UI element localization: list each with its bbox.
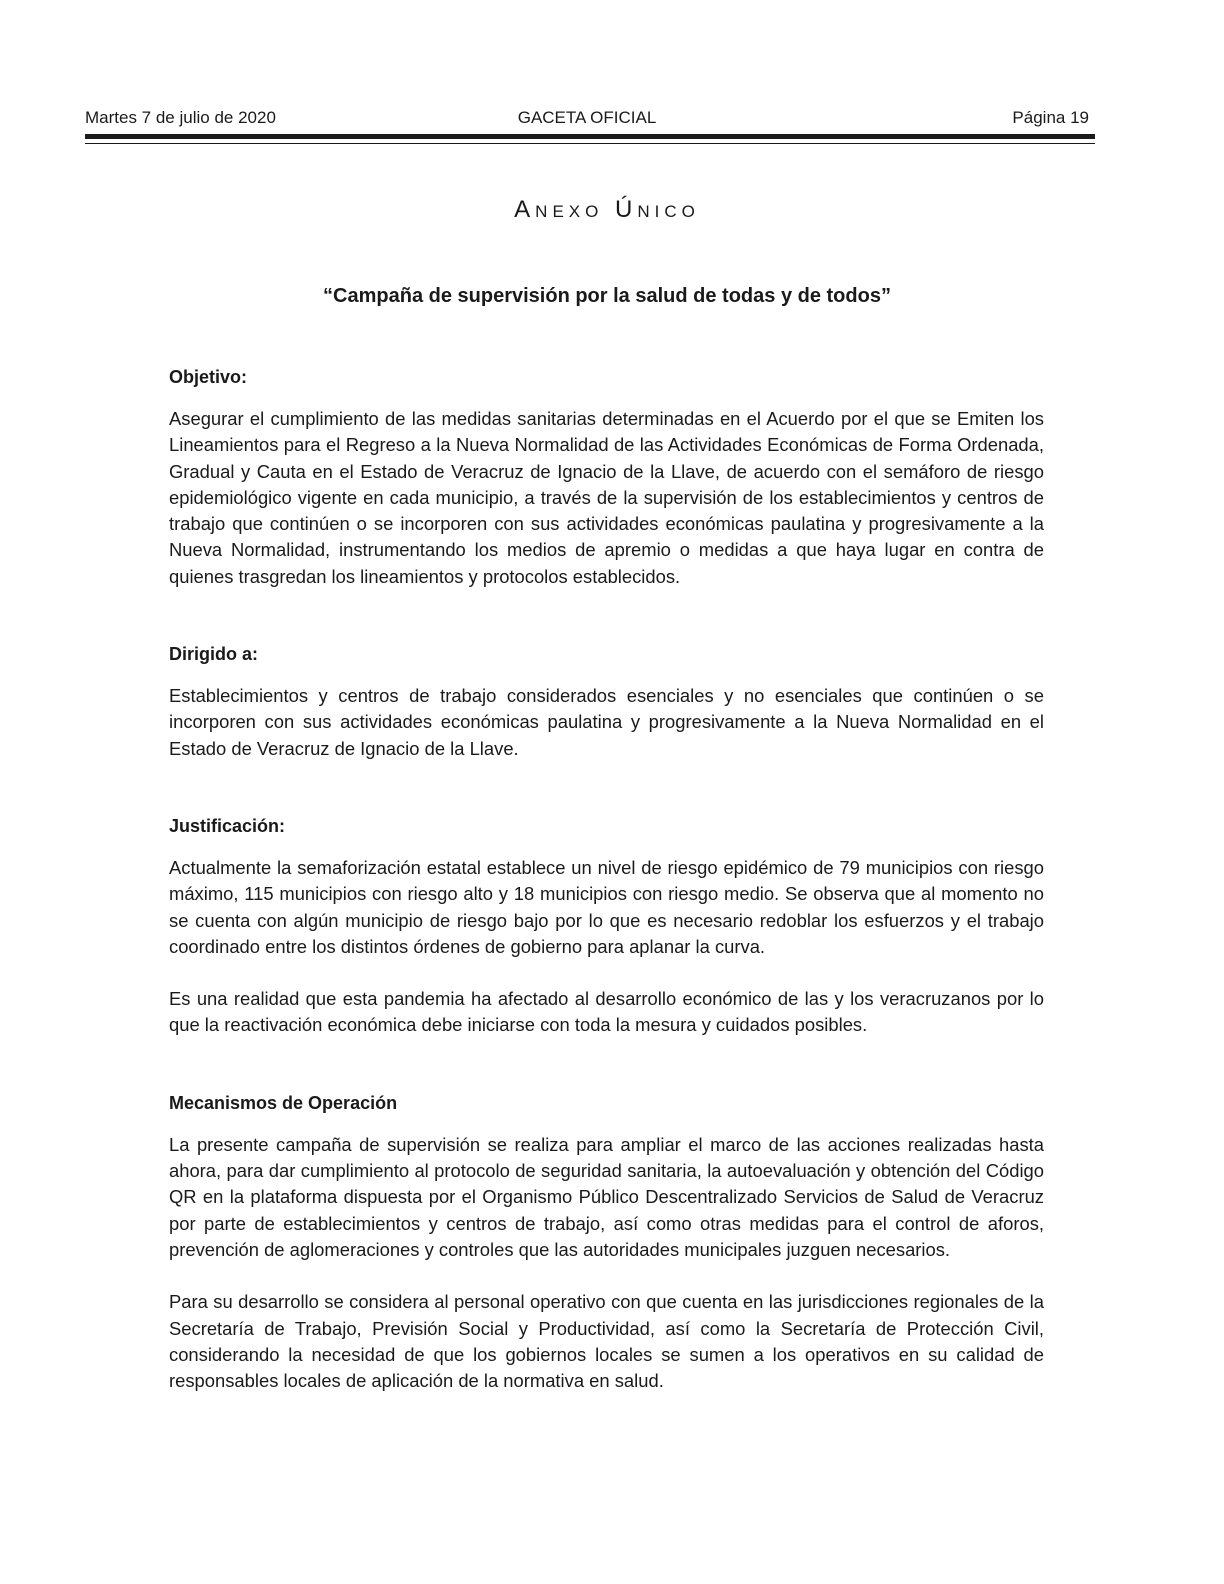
- section-heading-dirigido: Dirigido a:: [169, 644, 258, 665]
- paragraph-dirigido: Establecimientos y centros de trabajo considerados esenciales y no esenciales que continúen o se incorporen con sus actividades económicas paulatina y progresivamente a la Nueva Normalidad en el Estado de Veracruz de Ignacio de la Llave.: [169, 685, 1044, 759]
- section-heading-objetivo: Objetivo:: [169, 367, 248, 387]
- section-mecanismos: [169, 1092, 1044, 1395]
- header-rule-thick: [85, 134, 1095, 139]
- section-objetivo: [169, 366, 1044, 590]
- header-page-number: Página 19: [1012, 108, 1089, 127]
- paragraph-mecanismos-1: La presente campaña de supervisión se realiza para ampliar el marco de las acciones realizadas hasta ahora, para dar cumplimiento al protocolo de seguridad sanitaria, la autoevaluación y obtención del Código QR en la plataforma dispuesta por el Organismo Público Descentralizado Servicios de Salud de Veracruz por parte de establecimientos y centros de trabajo, así como otras medidas para el control de aforos, prevención de aglomeraciones y controles que las autoridades municipales juzguen necesarios.: [169, 1133, 1044, 1260]
- paragraph-mecanismos-2: Para su desarrollo se considera al personal operativo con que cuenta en las jurisdicciones regionales de la Secretaría de Trabajo, Previsión Social y Productividad, así como la Secretaría de Protección Civil, considerando la necesidad de que los gobiernos locales se sumen a los operativos en su calidad de responsables locales de aplicación de la normativa en salud.: [169, 1291, 1044, 1392]
- paragraph-justificacion-1: Actualmente la semaforización estatal establece un nivel de riesgo epidémico de 79 municipios con riesgo máximo, 115 municipios con riesgo alto y 18 municipios con riesgo medio. Se observa que al momento no se cuenta con algún municipio de riesgo bajo por lo que es necesario redoblar los esfuerzos y el trabajo coordinado entre los distintos órdenes de gobierno para aplanar la curva.: [169, 856, 1044, 957]
- document-body: [169, 366, 1044, 1394]
- page-header: [85, 108, 1089, 132]
- paragraph-justificacion-2: Es una realidad que esta pandemia ha afectado al desarrollo económico de las y los veracruzanos por lo que la reactivación económica debe iniciarse con toda la mesura y cuidados posibles.: [169, 988, 1044, 1036]
- section-heading-mecanismos: Mecanismos de Operación: [169, 1092, 398, 1113]
- section-justificacion: [169, 815, 1044, 1039]
- paragraph-objetivo: Asegurar el cumplimiento de las medidas sanitarias determinadas en el Acuerdo por el que se Emiten los Lineamientos para el Regreso a la Nueva Normalidad de las Actividades Económicas de Forma Ordenada, Gradual y Cauta en el Estado de Veracruz de Ignacio de la Llave, de acuerdo con el semáforo de riesgo epidemiológico vigente en cada municipio, a través de la supervisión de los establecimientos y centros de trabajo que continúen o se incorporen con sus actividades económicas paulatina y progresivamente a la Nueva Normalidad, instrumentando los medios de apremio o medidas a que haya lugar en contra de quienes trasgredan los lineamientos y protocolos establecidos.: [169, 408, 1044, 587]
- header-date: Martes 7 de julio de 2020: [85, 108, 276, 127]
- section-heading-justificacion: Justificación:: [169, 815, 286, 836]
- annex-title: Anexo Único: [514, 196, 700, 223]
- section-dirigido: [169, 643, 1044, 762]
- header-publication: GACETA OFICIAL: [517, 108, 657, 127]
- campaign-title: “Campaña de supervisión por la salud de todas y de todos”: [323, 285, 891, 307]
- header-rule-thin: [85, 143, 1095, 144]
